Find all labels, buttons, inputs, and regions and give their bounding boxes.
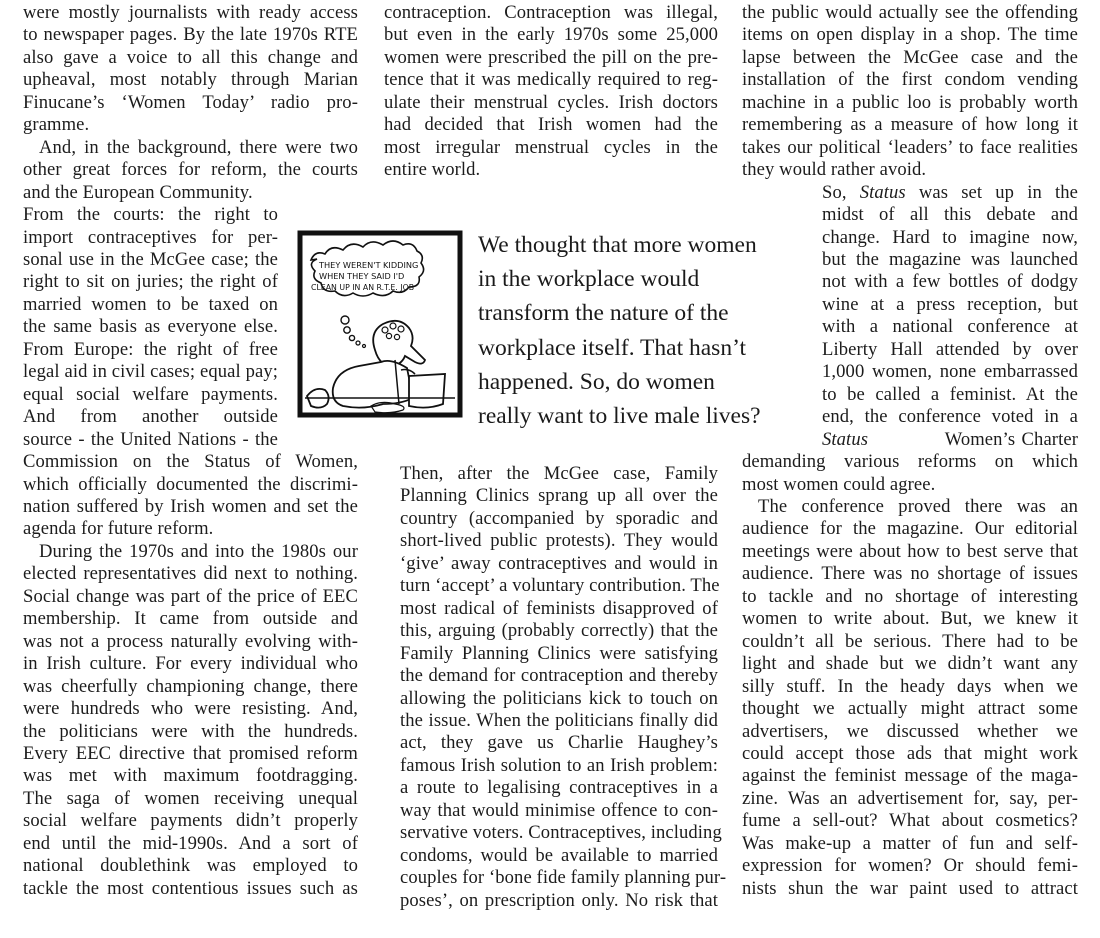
- text-line: was cheerfully championing change, there: [23, 675, 358, 697]
- text-line: source - the United Nations - the: [23, 428, 278, 450]
- text-line: nists shun the war paint used to attract: [742, 877, 1078, 899]
- text-line: The conference proved there was an: [758, 495, 1078, 517]
- cartoon-caption-line-3: CLEAN UP IN AN R.T.E. JOB: [311, 283, 415, 292]
- text-line: wine at a press reception, but: [822, 293, 1078, 315]
- text-line: expression for women? Or should femi-: [742, 855, 1078, 877]
- text-line: most radical of feminists disapproved of: [400, 597, 718, 619]
- text-line: end until the mid-1990s. And a sort of: [23, 832, 358, 854]
- text-line: and the European Community.: [23, 181, 253, 203]
- cartoon-caption-line-2: WHEN THEY SAID I'D: [319, 271, 405, 281]
- text-line: which officially documented the discrimi-: [23, 473, 358, 495]
- text-line: short-lived public protests). They would: [400, 530, 718, 552]
- text-line: they would rather avoid.: [742, 159, 927, 181]
- text-line: turn ‘accept’ a voluntary contribution. The: [400, 575, 720, 597]
- text-line: From Europe: the right of free: [23, 338, 278, 360]
- text-line: upheaval, most notably through Marian: [23, 69, 358, 91]
- text-line: fume a sell-out? What about cosmetics?: [742, 810, 1078, 832]
- charter-suffix: Women’s Charter: [944, 428, 1078, 450]
- text-line: legal aid in civil cases; equal pay;: [23, 361, 278, 383]
- text-line: agenda for future reform.: [23, 518, 214, 540]
- text-line: midst of all this debate and: [822, 204, 1078, 226]
- text-line: couldn’t all be serious. There had to be: [742, 630, 1078, 652]
- text-line: had decided that Irish women had the: [384, 114, 718, 136]
- paragraph-family-planning: [384, 463, 727, 912]
- text-line: entire world.: [384, 159, 481, 181]
- text-line: end, the conference voted in a: [822, 406, 1078, 428]
- text-line: this, arguing (probably correctly) that the: [400, 620, 718, 642]
- text-line: Commission on the Status of Women,: [23, 451, 358, 473]
- text-line: were hundreds who were resisting. And,: [23, 698, 358, 720]
- text-line: machine in a public loo is probably worth: [742, 91, 1078, 113]
- status-prefix: So,: [822, 181, 860, 203]
- text-line: audience. There was no shortage of issues: [742, 563, 1078, 585]
- text-line: with a national conference at: [822, 316, 1078, 338]
- cartoon-caption-line-1: THEY WEREN'T KIDDING: [319, 260, 419, 270]
- pull-quote-line: really want to live male lives?: [478, 403, 761, 430]
- text-line: could accept those ads that might work: [742, 742, 1078, 764]
- text-line: most irregular menstrual cycles in the: [384, 136, 718, 158]
- text-line: Liberty Hall attended by over: [822, 338, 1078, 360]
- text-line: national doublethink was employed to: [23, 855, 358, 877]
- text-line: silly stuff. In the heady days when we: [742, 675, 1078, 697]
- text-line: a route to legalising contraceptives in a: [400, 777, 718, 799]
- text-line: ‘give’ away contraceptives and would in: [400, 552, 718, 574]
- text-line: equal social welfare payments.: [23, 383, 278, 405]
- status-first-line: [742, 182, 1078, 204]
- text-line: the public would actually see the offending: [742, 2, 1078, 23]
- text-line: act, they gave us Charlie Haughey’s: [400, 732, 718, 754]
- text-line: servative voters. Contraceptives, including: [400, 822, 722, 844]
- paragraph-reform-list: [23, 204, 278, 451]
- text-line: lapse between the McGee case and the: [742, 46, 1078, 68]
- text-line: the demand for contraception and thereby: [400, 665, 718, 687]
- text-line: poses’, on prescription only. No risk that: [400, 889, 718, 911]
- text-line: most women could agree.: [742, 473, 936, 495]
- text-line: Finucane’s ‘Women Today’ radio pro-: [23, 91, 358, 113]
- column-1: [23, 2, 358, 900]
- text-line: to newspaper pages. By the late 1970s RTE: [23, 24, 358, 46]
- text-line: elected representatives did next to nothing.: [23, 563, 358, 585]
- text-line: couples for ‘bone fide family planning pur-: [400, 867, 727, 889]
- text-line: Planning Clinics sprang up all over the: [400, 485, 718, 507]
- text-line: not with a few bottles of dodgy: [822, 271, 1078, 293]
- text-line: way that would minimise offence to con-: [400, 799, 718, 821]
- text-line: the politicians were with the hundreds.: [23, 720, 358, 742]
- text-line: import contraceptives for per-: [23, 226, 278, 248]
- paragraph-contraception: [384, 2, 718, 182]
- text-line: advertisers, we discussed whether we: [742, 720, 1078, 742]
- text-line: women were prescribed the pill on the pre-: [384, 46, 718, 68]
- text-line: And, in the background, there were two: [39, 136, 358, 158]
- paragraph-un-commission: [23, 451, 358, 541]
- paragraph-public-display: [742, 2, 1078, 182]
- text-line: gramme.: [23, 114, 90, 136]
- text-line: audience for the magazine. Our editorial: [742, 518, 1078, 540]
- text-line: right to sit on juries; the right of: [23, 271, 278, 293]
- column-3: [742, 2, 1078, 900]
- charter-line: [742, 429, 1078, 451]
- paragraph-status-founding: [742, 182, 1078, 496]
- text-line: was not a process naturally evolving with-: [23, 630, 358, 652]
- pull-quote-line: happened. So, do women: [478, 368, 715, 395]
- paragraph-radio: [23, 2, 358, 137]
- text-line: was met with maximum footdragging.: [23, 765, 358, 787]
- text-line: other great forces for reform, the courts: [23, 159, 358, 181]
- column-2-top: [384, 2, 718, 182]
- cartoon-illustration: [297, 230, 463, 418]
- text-line: married women to be taxed on: [23, 293, 278, 315]
- text-line: tackle the most contentious issues such as: [23, 877, 358, 899]
- text-line: condoms, would be available to married: [400, 844, 718, 866]
- text-line: but even in the early 1970s some 25,000: [384, 24, 718, 46]
- text-line: allowing the politicians kick to touch on: [400, 687, 718, 709]
- text-line: the issue. When the politicians finally did: [400, 709, 718, 731]
- text-line: The saga of women receiving unequal: [23, 787, 358, 809]
- magazine-name: Status: [859, 181, 906, 203]
- text-line: During the 1970s and into the 1980s our: [39, 540, 358, 562]
- paragraph-conference-audience: [742, 496, 1078, 900]
- text-line: women to write about. But, we knew it: [742, 608, 1078, 630]
- status-suffix: was set up in the: [905, 181, 1078, 203]
- text-line: membership. It came from outside and: [23, 608, 358, 630]
- pull-quote-line: transform the nature of the: [478, 300, 729, 327]
- text-line: Was make-up a matter of fun and self-: [742, 832, 1078, 854]
- text-line: country (accompanied by sporadic and: [400, 507, 718, 529]
- text-line: the same basis as everyone else.: [23, 316, 278, 338]
- text-line: to tackle and no shortage of interesting: [742, 585, 1078, 607]
- text-line: meetings were about how to best serve that: [742, 540, 1078, 562]
- text-line: also gave a voice to all this change and: [23, 46, 358, 68]
- text-line: ulate their menstrual cycles. Irish doctors: [384, 91, 718, 113]
- text-line: Every EEC directive that promised reform: [23, 742, 358, 764]
- text-line: Then, after the McGee case, Family: [400, 463, 718, 484]
- text-line: thought we actually might attract some: [742, 698, 1078, 720]
- paragraph-forces-for-reform: [23, 137, 358, 204]
- text-line: items on open display in a shop. The time: [742, 24, 1078, 46]
- text-line: demanding various reforms on which: [742, 451, 1078, 473]
- column-2-bottom: [384, 463, 727, 912]
- pull-quote-line: in the workplace would: [478, 266, 700, 293]
- text-line: but the magazine was launched: [822, 248, 1078, 270]
- text-line: From the courts: the right to: [23, 204, 278, 226]
- text-line: And from another outside: [23, 406, 278, 428]
- text-line: installation of the first condom vending: [742, 69, 1078, 91]
- text-line: tence that it was medically required to reg-: [384, 69, 718, 91]
- cartoon-drawing: [297, 230, 463, 418]
- text-line: takes our political ‘leaders’ to face realities: [742, 136, 1078, 158]
- text-line: were mostly journalists with ready access: [23, 2, 358, 23]
- text-line: nation suffered by Irish women and set the: [23, 495, 358, 517]
- text-line: to be called a feminist. At the: [822, 383, 1078, 405]
- text-line: zine. Was an advertisement for, say, per-: [742, 787, 1078, 809]
- text-line: light and shade but we didn’t want any: [742, 653, 1078, 675]
- text-line: famous Irish solution to an Irish problem:: [400, 754, 718, 776]
- pull-quote-line: workplace itself. That hasn’t: [478, 334, 747, 361]
- text-line: change. Hard to imagine now,: [822, 226, 1078, 248]
- text-line: sonal use in the McGee case; the: [23, 248, 278, 270]
- text-line: remembering as a measure of how long it: [742, 114, 1078, 136]
- text-line: against the feminist message of the maga-: [742, 765, 1078, 787]
- pull-quote-line: We thought that more women: [478, 232, 757, 258]
- magazine-name-charter: Status: [822, 428, 869, 450]
- paragraph-elected-representatives: [23, 541, 358, 900]
- text-line: 1,000 women, none embarrassed: [822, 361, 1078, 383]
- text-line: Family Planning Clinics were satisfying: [400, 642, 718, 664]
- text-line: contraception. Contraception was illegal,: [384, 2, 718, 23]
- text-line: social welfare payments didn’t properly: [23, 810, 358, 832]
- text-line: in Irish culture. For every individual who: [23, 653, 358, 675]
- text-line: Social change was part of the price of EEC: [23, 585, 358, 607]
